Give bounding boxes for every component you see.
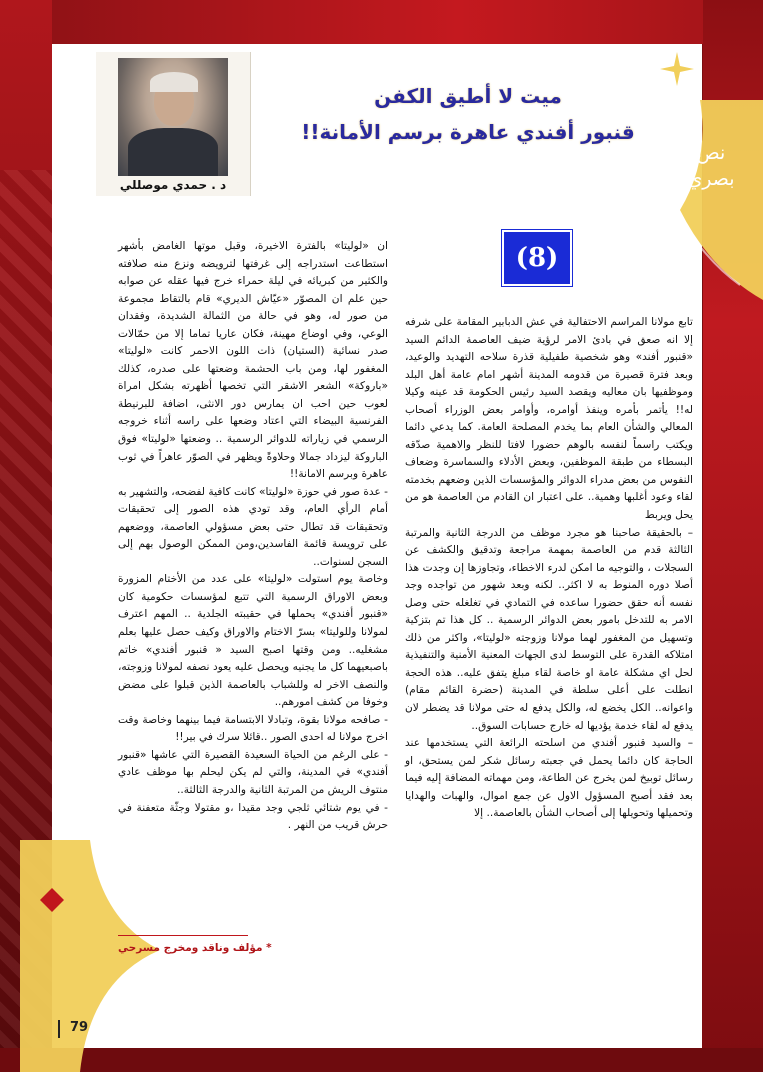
paragraph: تابع مولانا المراسم الاحتفالية في عش الدبابير المقامة على شرفه إلا انه صعق في بادئ الامر لرؤية ضيف العاصمة الدائم السيد «قنبور أفند» وهو شخصية طفيلية قذرة سلاحه التهديد والوعيد، وبعد فترة قصيرة من قدومه المدينة أشهر امام عامة أهل البلد وموظفيها بان معاليه ويقصد السيد رئيس الحكومة قد عينه وكيلا له!! يأتمر بأمره وينفذ أوامره، وأوامر بعض الوزراء أصحاب المعالي والشأن العام بما يخدم المصلحة العامة. كما يدعي دائما ويكتب راسماً لنفسه بالوهم حضورا لافتا للنظر والاهمية صدّقه البسطاء من طبقة الموظفين، وبعض الأدلاء والسماسرة وضعاف النفوس من بعض مدراء الدوائر والمؤسسات الذين وضعهم بخدمته لقاء وعود أغلبها وهمية.. على اعتبار ان القادم من العاصمة هو من يحل ويربط [405,316,693,522]
article-title-line2: قنبور أفندي عاهرة برسم الأمانة!! [301,120,635,144]
article-column-left [118,238,388,835]
paragraph: وخاصة يوم استولت «لوليتا» على عدد من الأختام المزورة وبعض الاوراق الرسمية التي تتبع لمؤسسات حكومية كان «قنبور أفندي» يحملها في حقيبته الجلدية .. المهم اعترف لمولانا وللوليتا» بسرّ الاختام والاوراق وكيف حصل عليها بعلم مشغليه.. ومن وقتها اصبح السيد « قنبور أفندي» خاتم باصبعيهما كل ما يجنيه ويحصل عليه يعود نصفه لمولانا وزوجته، والنصف الاخر له وللشباب بالعاصمة الذين قبلوا على مضض وخوفا من كشف امورهم.. [118,573,388,709]
paragraph: - على الرغم من الحياة السعيدة القصيرة التي عاشها «قنبور أفندي» في المدينة، والتي لم يكن ليحلم بها موظف عادي منتوف الريش من المرتبة الثانية والدرجة الثالثة.. [118,748,388,796]
author-name: د . حمدي موصللي [119,178,227,192]
paragraph: – بالحقيقة صاحبنا هو مجرد موظف من الدرجة الثانية والمرتبة الثالثة قدم من العاصمة بمهمة مراجعة وتدقيق والكشف عن السجلات ، والتوجيه ما امكن لدرء الاخطاء، وتجاوزها إن وجدت هذا أصلا دوره المنوط به لا اكثر.. لكنه وبعد شهور من تواجده وجد نفسه أنه حقق حضورا ساعده في التمادي في تغلغله حتى وصل الامر به للتدخل بامور بعض الدوائر الرسمية .. كل هذا تم بتزكية وتسهيل من المغفور لهما مولانا وزوجته «لوليتا»، واكثر من ذلك امتلاكه القدرة على التوسط لدى الجهات المعنية الأمنية والتنفيذية لحل اي مشكلة عامة او خاصة لقاء مبلغ يتفق عليه.. هذه الحجة انطلت على أعلى سلطة في المدينة (حضرة القائم مقام) واعوانه.. الكل يخضع له، والكل يدفع له حتى مولانا قد يضطر لان يدفع له لقاء خدمة يؤديها له خارج حسابات السوق.. [405,526,693,732]
paragraph: – والسيد قنبور أفندي من اسلحته الرائعة التي يستخدمها عند الحاجة كان دائما يحمل في جعبته رسائل شكر لمن يستحق، او رسائل توبيخ لمن يخرج عن الطاعة، ومن مهماته المضافة إليه فيما بعد فقد أصبح المسؤول الاول عن جمع اموال، والهبات والهدايا وتحميلها وتحويلها إلى أصحاب الشأن بالعاصمة.. إلا [405,737,693,820]
gold-ribbon-right [670,100,763,340]
section-tag-line1: نص [696,142,726,164]
photo-suit [128,128,218,176]
gold-star-icon [660,52,694,86]
episode-number-badge: (8) [502,230,572,286]
top-frame [0,0,763,44]
paragraph: - عدة صور في حوزة «لوليتا» كانت كافية لفضحه، والتشهير به أمام الرأي العام، وقد تودي هذه الصور إلى تحقيقات وتحقيقات قد تطال حتى بعض مسؤولي العاصمة، ووضعهم على ترويسة قائمة الفاسدين،ومن الممكن الوصول بهم إلى السجن لسنوات.. [118,485,388,568]
paragraph: ان «لوليتا» بالفترة الاخيرة، وقبل موتها الغامض بأشهر استطاعت استدراجه إلى غرفتها لترويضه ونزع منه صلافته والكثير من كبريائه في ليلة حمراء خرج فيها عقله عن صوابه حين علم ان المصوّر «عيّاش الديري» قام بالتقاط مجموعة من صور له، وهو في حالة من الثمالة الشديدة، وفقدان الوعي، وفي اوضاع مهينة، فكان عاريا تماما إلا من حمّالات صدر نسائية (الستيان) ذات اللون الاحمر كانت «لوليتا» المغفور لها، ومن باب الحشمة وضعتها على صدره، كذلك «باروكة» الشعر الاشقر التي تخصها أظهرته بشكل امراة لعوب حين احب ان يمارس دور الانثى، اضافة للبرنيطة الفرنسية البيضاء التي اعتاد وضعها على راسه أثناء خروجه الرسمي في زياراته للدوائر الرسمية .. وضعتها «لوليتا» فوق الباروكة ليزداد جمالا وحلاوةً ويظهر في الصوّر عاهراً في ثوب عاهرة وبرسم الامانة!! [118,240,388,481]
article-column-right [405,314,693,823]
page-number: 79 [70,1020,89,1035]
section-tag [672,140,750,192]
section-tag-line2: بصري [687,168,735,190]
footnote-divider [118,935,248,936]
paragraph: - صافحه مولانا بقوة، وتبادلا الابتسامة فيما بينهما وخاصة وقت اخرج مولانا له احدى الصور ..قائلا سرك في بير!! [118,713,388,744]
page-number-bar [58,1020,60,1038]
author-footnote: * مؤلف وناقد ومخرج مسرحي [118,942,272,954]
article-title-line1: ميت لا أطيق الكفن [374,84,562,108]
author-photo [118,58,228,176]
paragraph: - في يوم شتائي ثلجي وجد مقيدا ،و مقتولا وجثّة متعفنة في حرش قريب من النهر . [118,801,388,832]
photo-hair [150,72,198,92]
gold-ribbon-left [20,840,160,1072]
